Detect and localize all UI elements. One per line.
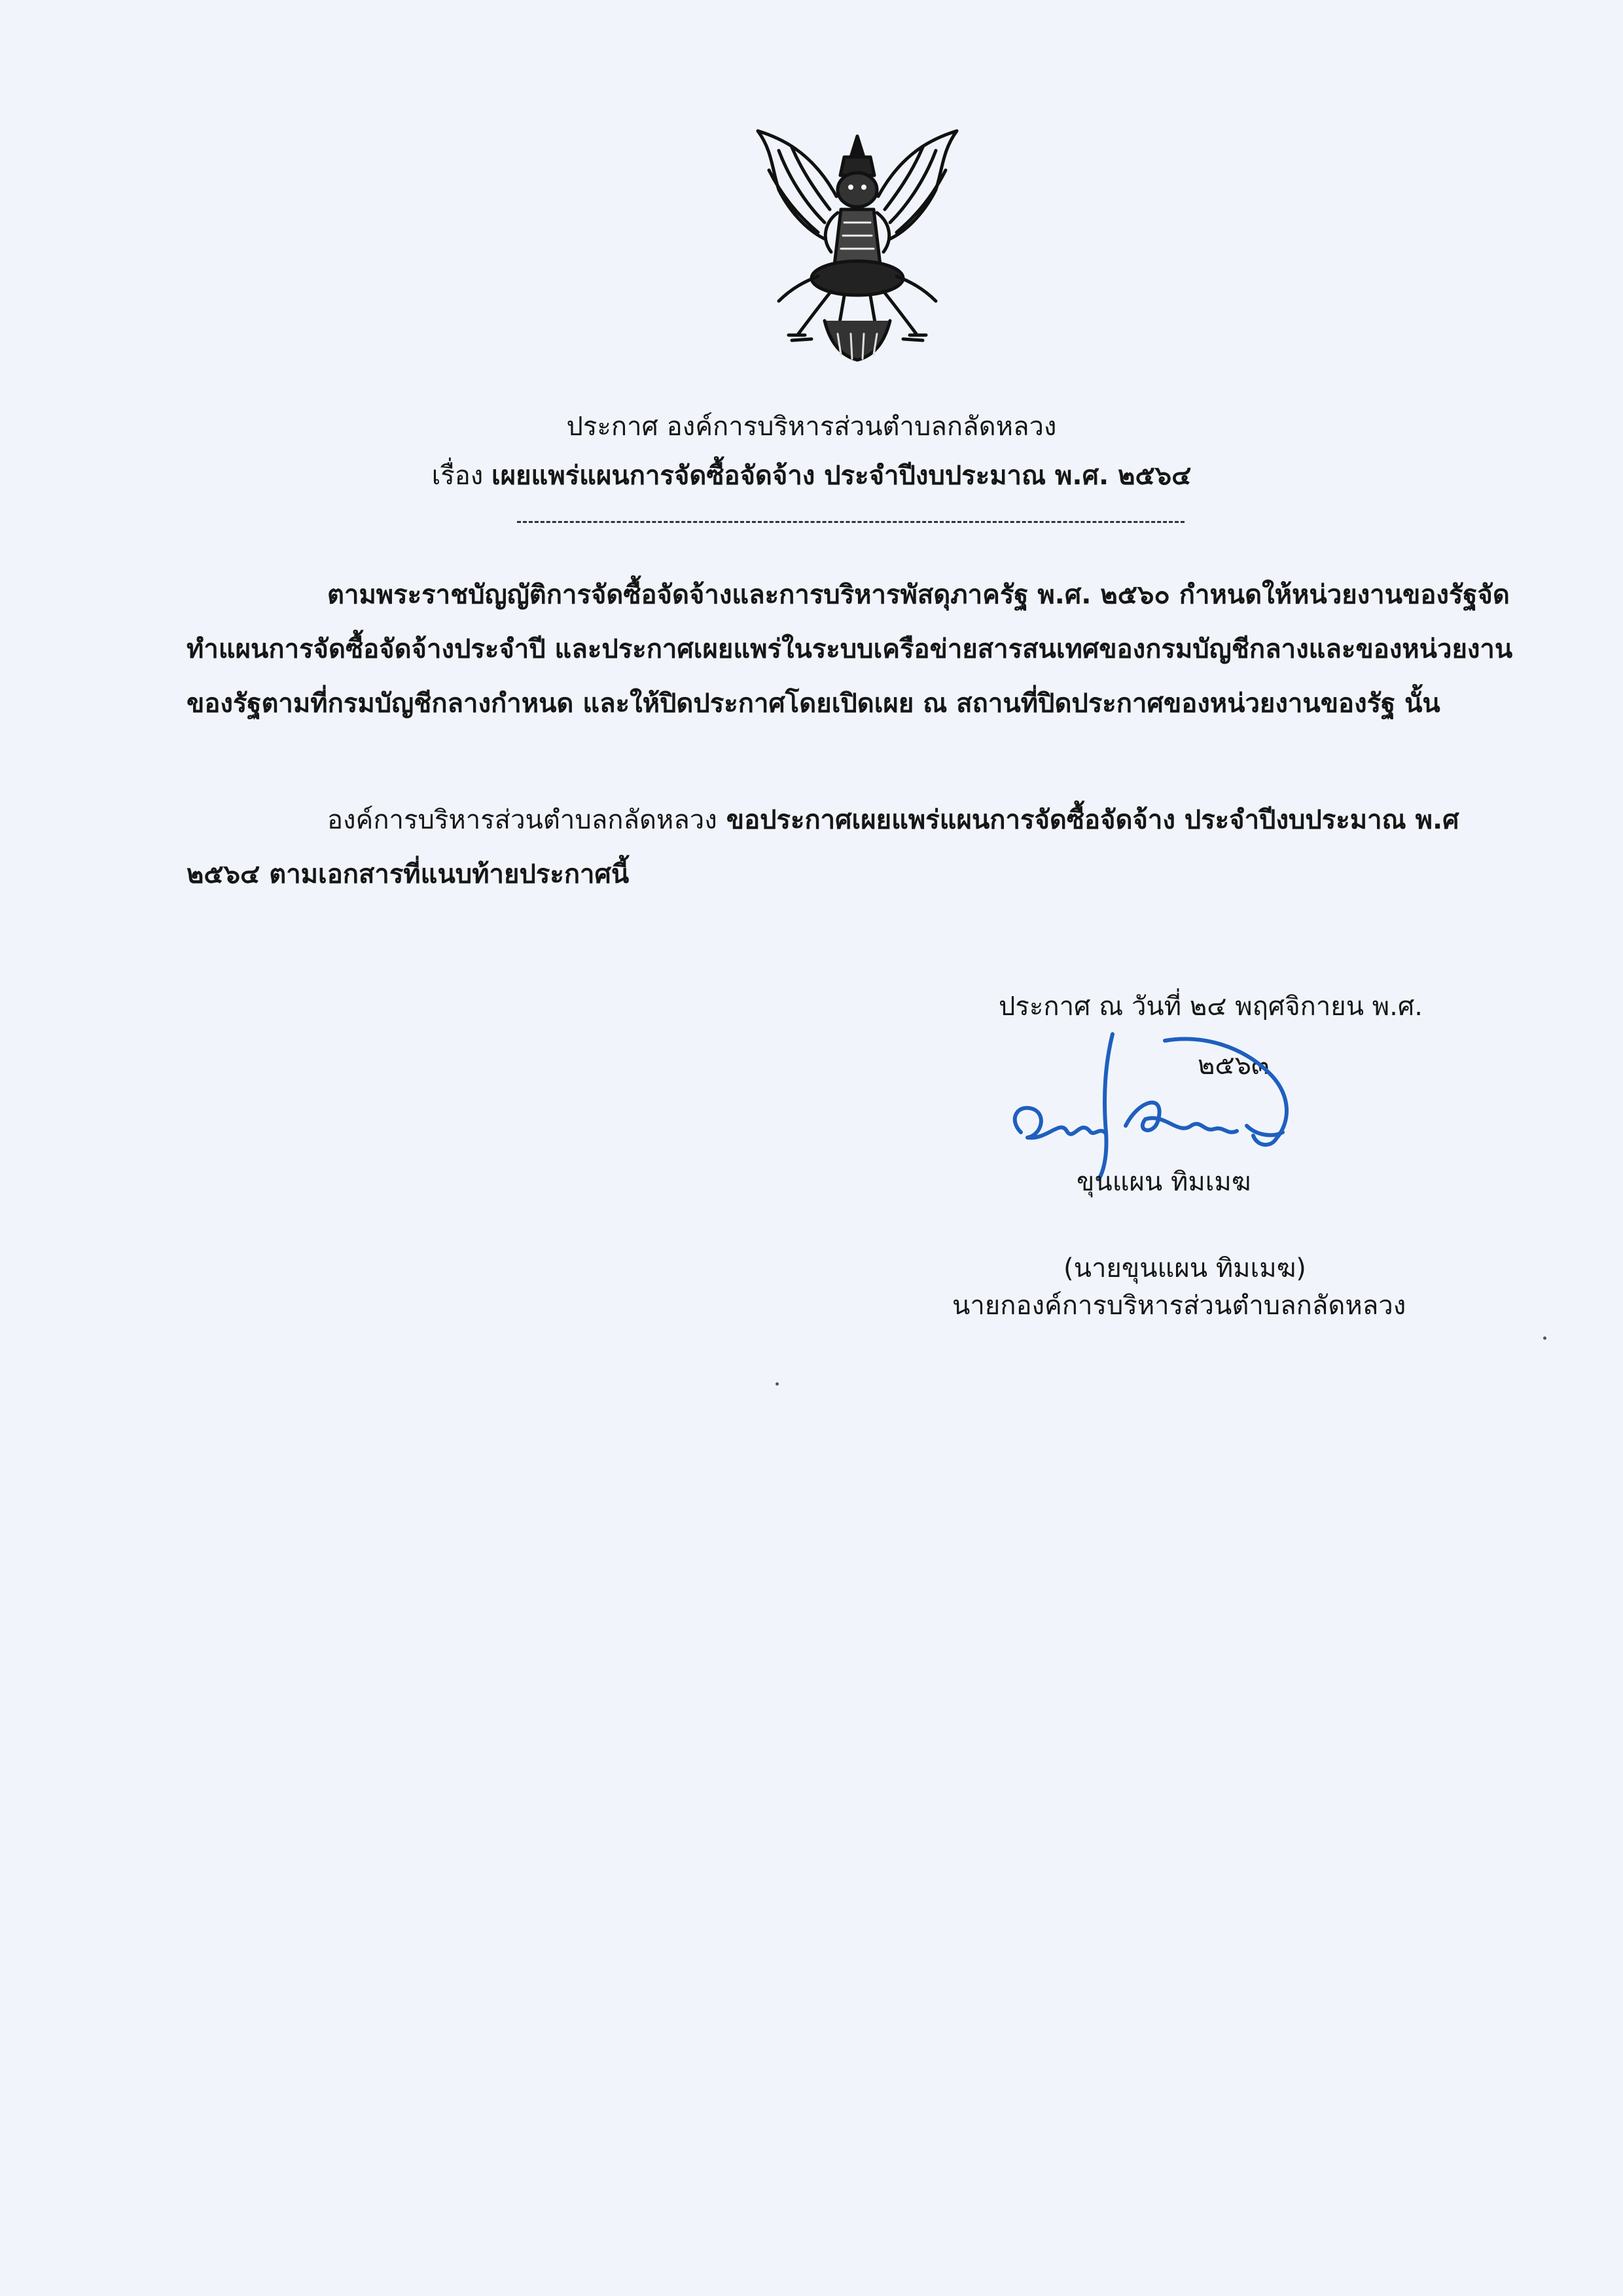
announcement-subject xyxy=(0,456,1623,495)
announcement-title: ประกาศ องค์การบริหารส่วนตำบลกลัดหลวง xyxy=(566,412,1057,442)
scan-speck xyxy=(776,1382,779,1386)
body-paragraph-1 xyxy=(187,568,1515,731)
paragraph-2-text: ขอประกาศเผยแพร่แผนการจัดซื้อจัดจ้าง ประจำปีงบประมาณ พ.ศ ๒๕๖๔ ตามเอกสารที่แนบท้ายประกาศนี้ xyxy=(187,805,1459,889)
dashed-divider xyxy=(517,521,1185,523)
signer-full-name: (นายขุนแผน ทิมเมฆ) xyxy=(1063,1253,1306,1283)
announcement-year: ๒๕๖๓ xyxy=(1198,1050,1270,1081)
paragraph-1-text: ตามพระราชบัญญัติการจัดซื้อจัดจ้างและการบริหารพัสดุภาครัฐ พ.ศ. ๒๕๖๐ กำหนดให้หน่วยงานของรัฐจัดทำแผนการจัดซื้อจัดจ้างประจำปี และประกาศเผยแพร่ในระบบเครือข่ายสารสนเทศของกรมบัญชีกลางและของหน่วยงานของรัฐตามที่กรมบัญชีกลางกำหนด และให้ปิดประกาศโดยเปิดเผย ณ สถานที่ปิดประกาศของหน่วยงานของรัฐ นั้น xyxy=(187,580,1513,719)
signer-position: นายกองค์การบริหารส่วนตำบลกลัดหลวง xyxy=(952,1291,1406,1321)
paragraph-2-org: องค์การบริหารส่วนตำบลกลัดหลวง xyxy=(327,805,717,835)
body-paragraph-2 xyxy=(187,793,1515,902)
garuda-emblem-icon xyxy=(753,124,962,363)
subject-prefix: เรื่อง xyxy=(431,461,484,491)
subject-text: เผยแพร่แผนการจัดซื้อจัดจ้าง ประจำปีงบประมาณ พ.ศ. ๒๕๖๔ xyxy=(491,461,1192,491)
announcement-date: ประกาศ ณ วันที่ ๒๔ พฤศจิกายน พ.ศ. xyxy=(999,992,1423,1022)
handwritten-signature xyxy=(995,1021,1335,1185)
scan-speck xyxy=(1543,1336,1546,1340)
signer-name: ขุนแผน ทิมเมฆ xyxy=(1077,1167,1251,1197)
